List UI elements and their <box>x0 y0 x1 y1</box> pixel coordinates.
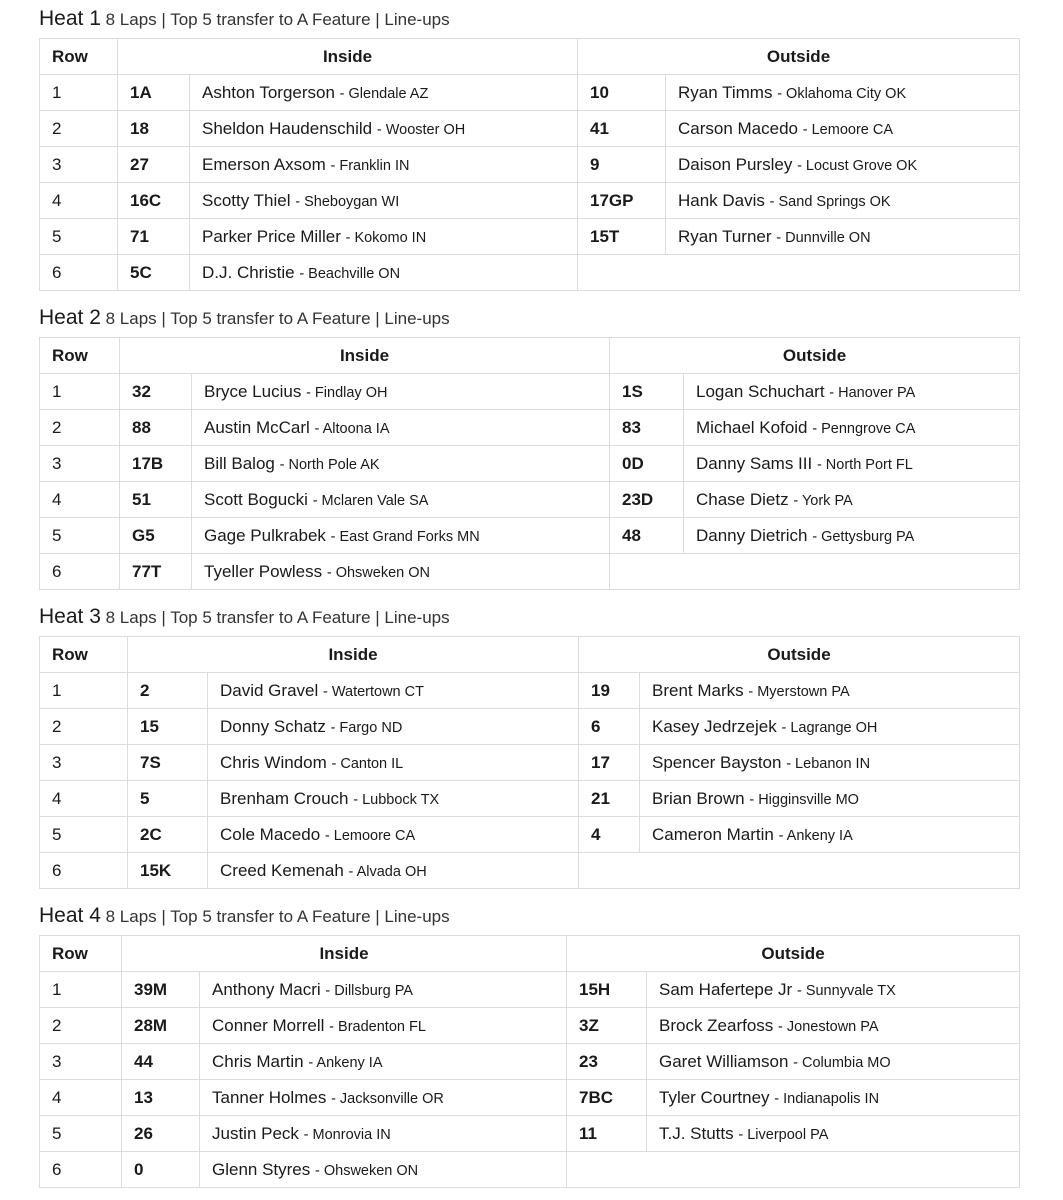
table-row <box>40 410 1020 446</box>
inside-car-number: 77T <box>120 554 192 590</box>
table-header-row <box>40 338 1020 374</box>
outside-driver-name: Kasey Jedrzejek <box>652 716 777 736</box>
heat-title <box>39 598 1019 636</box>
inside-car-number: 39M <box>122 972 200 1008</box>
outside-header: Outside <box>579 637 1020 673</box>
table-row <box>40 1008 1020 1044</box>
inside-driver-hometown: - Monrovia IN <box>303 1126 391 1143</box>
outside-driver-hometown: - Ankeny IA <box>778 827 853 844</box>
inside-driver-hometown: - Altoona IA <box>314 420 390 437</box>
inside-driver-cell <box>208 817 579 853</box>
outside-empty-cell <box>610 554 1020 590</box>
inside-driver-name: Anthony Macri <box>212 979 321 999</box>
table-row <box>40 518 1020 554</box>
inside-driver-hometown: - Ohsweken ON <box>326 564 430 581</box>
outside-car-number: 23D <box>610 482 684 518</box>
inside-driver-name: Tanner Holmes <box>212 1087 327 1107</box>
inside-driver-name: Parker Price Miller <box>202 226 341 246</box>
table-row <box>40 1080 1020 1116</box>
inside-car-number: 2C <box>128 817 208 853</box>
inside-driver-hometown: - Kokomo IN <box>345 229 427 246</box>
inside-driver-cell <box>192 374 610 410</box>
row-number: 2 <box>40 709 128 745</box>
heat-4-rows <box>40 972 1020 1188</box>
outside-car-number: 0D <box>610 446 684 482</box>
outside-driver-cell <box>684 482 1020 518</box>
outside-car-number: 48 <box>610 518 684 554</box>
inside-driver-name: Chris Windom <box>220 752 327 772</box>
outside-driver-name: Brent Marks <box>652 680 744 700</box>
table-row <box>40 781 1020 817</box>
outside-driver-cell <box>666 219 1020 255</box>
table-row <box>40 255 1020 291</box>
inside-driver-cell <box>200 1044 567 1080</box>
inside-driver-cell <box>200 1080 567 1116</box>
inside-driver-cell <box>192 410 610 446</box>
inside-driver-hometown: - Beachville ON <box>299 265 401 282</box>
outside-driver-cell <box>684 518 1020 554</box>
row-header: Row <box>40 637 128 673</box>
inside-driver-name: Bryce Lucius <box>204 381 302 401</box>
outside-driver-hometown: - Gettysburg PA <box>812 528 915 545</box>
inside-driver-cell <box>192 554 610 590</box>
inside-driver-cell <box>190 75 578 111</box>
outside-car-number: 83 <box>610 410 684 446</box>
heat-3-rows <box>40 673 1020 889</box>
table-header-row <box>40 936 1020 972</box>
outside-driver-name: Sam Hafertepe Jr <box>659 979 793 999</box>
outside-car-number: 15H <box>567 972 647 1008</box>
row-number: 6 <box>40 554 120 590</box>
table-row <box>40 817 1020 853</box>
table-row <box>40 446 1020 482</box>
inside-car-number: 0 <box>122 1152 200 1188</box>
row-number: 6 <box>40 1152 122 1188</box>
inside-driver-hometown: - North Pole AK <box>279 456 380 473</box>
heat-3-lineup-table <box>39 636 1020 889</box>
row-number: 5 <box>40 518 120 554</box>
inside-car-number: 5 <box>128 781 208 817</box>
inside-car-number: 15K <box>128 853 208 889</box>
inside-driver-cell <box>190 219 578 255</box>
outside-driver-name: Brock Zearfoss <box>659 1015 774 1035</box>
inside-driver-hometown: - Mclaren Vale SA <box>312 492 429 509</box>
row-number: 5 <box>40 1116 122 1152</box>
row-number: 1 <box>40 972 122 1008</box>
outside-car-number: 23 <box>567 1044 647 1080</box>
outside-driver-name: Spencer Bayston <box>652 752 782 772</box>
inside-driver-hometown: - Sheboygan WI <box>295 193 400 210</box>
outside-car-number: 11 <box>567 1116 647 1152</box>
outside-car-number: 10 <box>578 75 666 111</box>
table-row <box>40 111 1020 147</box>
row-number: 2 <box>40 1008 122 1044</box>
inside-driver-cell <box>200 1116 567 1152</box>
row-number: 2 <box>40 410 120 446</box>
inside-driver-cell <box>208 781 579 817</box>
table-row <box>40 709 1020 745</box>
inside-driver-name: Austin McCarl <box>204 417 310 437</box>
outside-driver-cell <box>640 673 1020 709</box>
outside-driver-name: Garet Williamson <box>659 1051 789 1071</box>
heat-4-lineup-table <box>39 935 1020 1188</box>
row-number: 1 <box>40 75 118 111</box>
inside-header: Inside <box>120 338 610 374</box>
inside-driver-cell <box>190 111 578 147</box>
heat-name: Heat 2 <box>39 306 101 329</box>
inside-driver-cell <box>190 255 578 291</box>
inside-driver-name: Cole Macedo <box>220 824 321 844</box>
inside-driver-hometown: - Wooster OH <box>376 121 466 138</box>
inside-driver-name: Emerson Axsom <box>202 154 326 174</box>
inside-driver-name: Glenn Styres <box>212 1159 311 1179</box>
inside-header: Inside <box>122 936 567 972</box>
row-header: Row <box>40 936 122 972</box>
outside-driver-cell <box>666 183 1020 219</box>
outside-car-number: 4 <box>579 817 640 853</box>
row-number: 3 <box>40 1044 122 1080</box>
table-row <box>40 183 1020 219</box>
row-number: 2 <box>40 111 118 147</box>
inside-car-number: 71 <box>118 219 190 255</box>
outside-driver-hometown: - Indianapolis IN <box>774 1090 880 1107</box>
table-row <box>40 75 1020 111</box>
table-header-row <box>40 637 1020 673</box>
outside-header: Outside <box>578 39 1020 75</box>
inside-driver-cell <box>200 1008 567 1044</box>
inside-car-number: G5 <box>120 518 192 554</box>
table-header-row <box>40 39 1020 75</box>
heat-info: 8 Laps | Top 5 transfer to A Feature | Line-ups <box>105 907 450 926</box>
inside-driver-cell <box>192 518 610 554</box>
outside-driver-cell <box>640 781 1020 817</box>
row-number: 4 <box>40 1080 122 1116</box>
inside-car-number: 17B <box>120 446 192 482</box>
table-row <box>40 374 1020 410</box>
outside-driver-hometown: - Liverpool PA <box>738 1126 829 1143</box>
outside-empty-cell <box>567 1152 1020 1188</box>
inside-driver-hometown: - Findlay OH <box>306 384 388 401</box>
outside-driver-name: T.J. Stutts <box>659 1123 734 1143</box>
heat-1-lineup-table <box>39 38 1020 291</box>
inside-driver-hometown: - Fargo ND <box>330 719 403 736</box>
outside-driver-hometown: - Lagrange OH <box>781 719 878 736</box>
inside-car-number: 7S <box>128 745 208 781</box>
inside-driver-cell <box>190 147 578 183</box>
table-row <box>40 853 1020 889</box>
outside-driver-cell <box>647 972 1020 1008</box>
heat-1-rows <box>40 75 1020 291</box>
outside-car-number: 3Z <box>567 1008 647 1044</box>
outside-driver-name: Carson Macedo <box>678 118 799 138</box>
inside-car-number: 5C <box>118 255 190 291</box>
outside-driver-hometown: - Lemoore CA <box>802 121 894 138</box>
row-number: 3 <box>40 147 118 183</box>
outside-driver-hometown: - Myerstown PA <box>748 683 850 700</box>
inside-driver-name: Gage Pulkrabek <box>204 525 326 545</box>
inside-driver-hometown: - Franklin IN <box>330 157 410 174</box>
inside-car-number: 2 <box>128 673 208 709</box>
table-row <box>40 1044 1020 1080</box>
outside-driver-hometown: - Columbia MO <box>793 1054 891 1071</box>
row-number: 4 <box>40 482 120 518</box>
heat-title <box>39 897 1019 935</box>
inside-driver-name: Scotty Thiel <box>202 190 291 210</box>
inside-driver-name: Creed Kemenah <box>220 860 344 880</box>
outside-driver-cell <box>666 147 1020 183</box>
outside-driver-name: Brian Brown <box>652 788 745 808</box>
inside-driver-cell <box>208 853 579 889</box>
outside-driver-cell <box>684 446 1020 482</box>
heat-title <box>39 0 1019 38</box>
inside-driver-cell <box>192 482 610 518</box>
heat-name: Heat 3 <box>39 605 101 628</box>
outside-driver-hometown: - Sand Springs OK <box>769 193 891 210</box>
table-row <box>40 147 1020 183</box>
outside-driver-hometown: - York PA <box>793 492 853 509</box>
inside-car-number: 16C <box>118 183 190 219</box>
inside-driver-cell <box>208 673 579 709</box>
row-number: 4 <box>40 781 128 817</box>
outside-driver-cell <box>640 817 1020 853</box>
table-row <box>40 673 1020 709</box>
inside-car-number: 44 <box>122 1044 200 1080</box>
outside-driver-hometown: - Sunnyvale TX <box>796 982 896 999</box>
inside-driver-name: Scott Bogucki <box>204 489 308 509</box>
heat-2-lineup-table <box>39 337 1020 590</box>
outside-driver-hometown: - Dunnville ON <box>776 229 871 246</box>
row-number: 5 <box>40 219 118 255</box>
inside-driver-name: Ashton Torgerson <box>202 82 335 102</box>
outside-car-number: 6 <box>579 709 640 745</box>
inside-driver-name: Justin Peck <box>212 1123 299 1143</box>
outside-driver-name: Logan Schuchart <box>696 381 825 401</box>
row-number: 1 <box>40 374 120 410</box>
inside-driver-cell <box>200 1152 567 1188</box>
inside-driver-hometown: - Canton IL <box>331 755 404 772</box>
outside-car-number: 7BC <box>567 1080 647 1116</box>
inside-car-number: 18 <box>118 111 190 147</box>
outside-driver-cell <box>640 709 1020 745</box>
inside-car-number: 1A <box>118 75 190 111</box>
table-row <box>40 554 1020 590</box>
outside-driver-cell <box>640 745 1020 781</box>
outside-car-number: 19 <box>579 673 640 709</box>
heat-4-section <box>39 897 1019 1188</box>
heat-name: Heat 4 <box>39 904 101 927</box>
row-header: Row <box>40 39 118 75</box>
heat-2-section <box>39 299 1019 590</box>
outside-driver-cell <box>647 1080 1020 1116</box>
inside-car-number: 26 <box>122 1116 200 1152</box>
inside-driver-name: Chris Martin <box>212 1051 304 1071</box>
outside-car-number: 21 <box>579 781 640 817</box>
inside-driver-hometown: - Ankeny IA <box>308 1054 383 1071</box>
inside-driver-name: Donny Schatz <box>220 716 326 736</box>
outside-driver-name: Michael Kofoid <box>696 417 808 437</box>
inside-driver-hometown: - Lemoore CA <box>324 827 416 844</box>
outside-driver-hometown: - Higginsville MO <box>749 791 859 808</box>
outside-car-number: 15T <box>578 219 666 255</box>
row-number: 4 <box>40 183 118 219</box>
outside-car-number: 9 <box>578 147 666 183</box>
outside-empty-cell <box>578 255 1020 291</box>
inside-header: Inside <box>128 637 579 673</box>
outside-driver-hometown: - Oklahoma City OK <box>777 85 907 102</box>
row-number: 3 <box>40 446 120 482</box>
inside-driver-hometown: - Glendale AZ <box>339 85 429 102</box>
outside-driver-name: Chase Dietz <box>696 489 789 509</box>
inside-driver-cell <box>208 745 579 781</box>
inside-driver-cell <box>192 446 610 482</box>
outside-driver-hometown: - Locust Grove OK <box>797 157 918 174</box>
row-number: 5 <box>40 817 128 853</box>
outside-driver-cell <box>684 374 1020 410</box>
inside-driver-hometown: - Alvada OH <box>348 863 427 880</box>
inside-driver-name: D.J. Christie <box>202 262 295 282</box>
inside-driver-name: Conner Morrell <box>212 1015 325 1035</box>
row-number: 3 <box>40 745 128 781</box>
table-row <box>40 1116 1020 1152</box>
inside-driver-name: Sheldon Haudenschild <box>202 118 373 138</box>
outside-driver-name: Danny Sams III <box>696 453 813 473</box>
row-number: 6 <box>40 853 128 889</box>
table-row <box>40 972 1020 1008</box>
heat-3-section <box>39 598 1019 889</box>
outside-driver-name: Daison Pursley <box>678 154 793 174</box>
inside-car-number: 28M <box>122 1008 200 1044</box>
outside-driver-cell <box>666 111 1020 147</box>
inside-car-number: 13 <box>122 1080 200 1116</box>
heat-info: 8 Laps | Top 5 transfer to A Feature | Line-ups <box>105 10 450 29</box>
inside-driver-cell <box>190 183 578 219</box>
outside-header: Outside <box>567 936 1020 972</box>
inside-car-number: 27 <box>118 147 190 183</box>
heat-1-section <box>39 0 1019 291</box>
outside-driver-name: Ryan Timms <box>678 82 773 102</box>
table-row <box>40 745 1020 781</box>
outside-driver-cell <box>647 1008 1020 1044</box>
inside-car-number: 15 <box>128 709 208 745</box>
outside-driver-name: Cameron Martin <box>652 824 774 844</box>
inside-driver-cell <box>208 709 579 745</box>
outside-car-number: 17 <box>579 745 640 781</box>
outside-driver-name: Danny Dietrich <box>696 525 808 545</box>
inside-driver-hometown: - Lubbock TX <box>353 791 440 808</box>
table-row <box>40 482 1020 518</box>
inside-driver-name: Brenham Crouch <box>220 788 349 808</box>
table-row <box>40 219 1020 255</box>
heat-info: 8 Laps | Top 5 transfer to A Feature | Line-ups <box>105 309 450 328</box>
outside-car-number: 1S <box>610 374 684 410</box>
heat-2-rows <box>40 374 1020 590</box>
inside-driver-name: David Gravel <box>220 680 319 700</box>
outside-car-number: 17GP <box>578 183 666 219</box>
outside-driver-hometown: - Penngrove CA <box>812 420 916 437</box>
heat-name: Heat 1 <box>39 7 101 30</box>
inside-car-number: 32 <box>120 374 192 410</box>
table-row <box>40 1152 1020 1188</box>
inside-driver-hometown: - Jacksonville OR <box>331 1090 444 1107</box>
row-number: 6 <box>40 255 118 291</box>
outside-driver-name: Ryan Turner <box>678 226 772 246</box>
outside-driver-hometown: - Lebanon IN <box>786 755 871 772</box>
outside-empty-cell <box>579 853 1020 889</box>
outside-driver-cell <box>647 1044 1020 1080</box>
outside-driver-cell <box>684 410 1020 446</box>
inside-driver-name: Bill Balog <box>204 453 275 473</box>
inside-driver-cell <box>200 972 567 1008</box>
inside-driver-name: Tyeller Powless <box>204 561 323 581</box>
outside-driver-hometown: - North Port FL <box>816 456 913 473</box>
outside-driver-hometown: - Jonestown PA <box>778 1018 879 1035</box>
inside-header: Inside <box>118 39 578 75</box>
inside-driver-hometown: - Ohsweken ON <box>315 1162 419 1179</box>
outside-driver-cell <box>666 75 1020 111</box>
row-number: 1 <box>40 673 128 709</box>
outside-car-number: 41 <box>578 111 666 147</box>
row-header: Row <box>40 338 120 374</box>
heat-title <box>39 299 1019 337</box>
inside-driver-hometown: - Bradenton FL <box>329 1018 426 1035</box>
outside-driver-hometown: - Hanover PA <box>829 384 916 401</box>
outside-driver-cell <box>647 1116 1020 1152</box>
inside-car-number: 88 <box>120 410 192 446</box>
outside-driver-name: Hank Davis <box>678 190 765 210</box>
inside-driver-hometown: - Watertown CT <box>323 683 424 700</box>
inside-car-number: 51 <box>120 482 192 518</box>
outside-driver-name: Tyler Courtney <box>659 1087 770 1107</box>
inside-driver-hometown: - Dillsburg PA <box>325 982 413 999</box>
inside-driver-hometown: - East Grand Forks MN <box>330 528 480 545</box>
outside-header: Outside <box>610 338 1020 374</box>
heat-info: 8 Laps | Top 5 transfer to A Feature | Line-ups <box>105 608 450 627</box>
